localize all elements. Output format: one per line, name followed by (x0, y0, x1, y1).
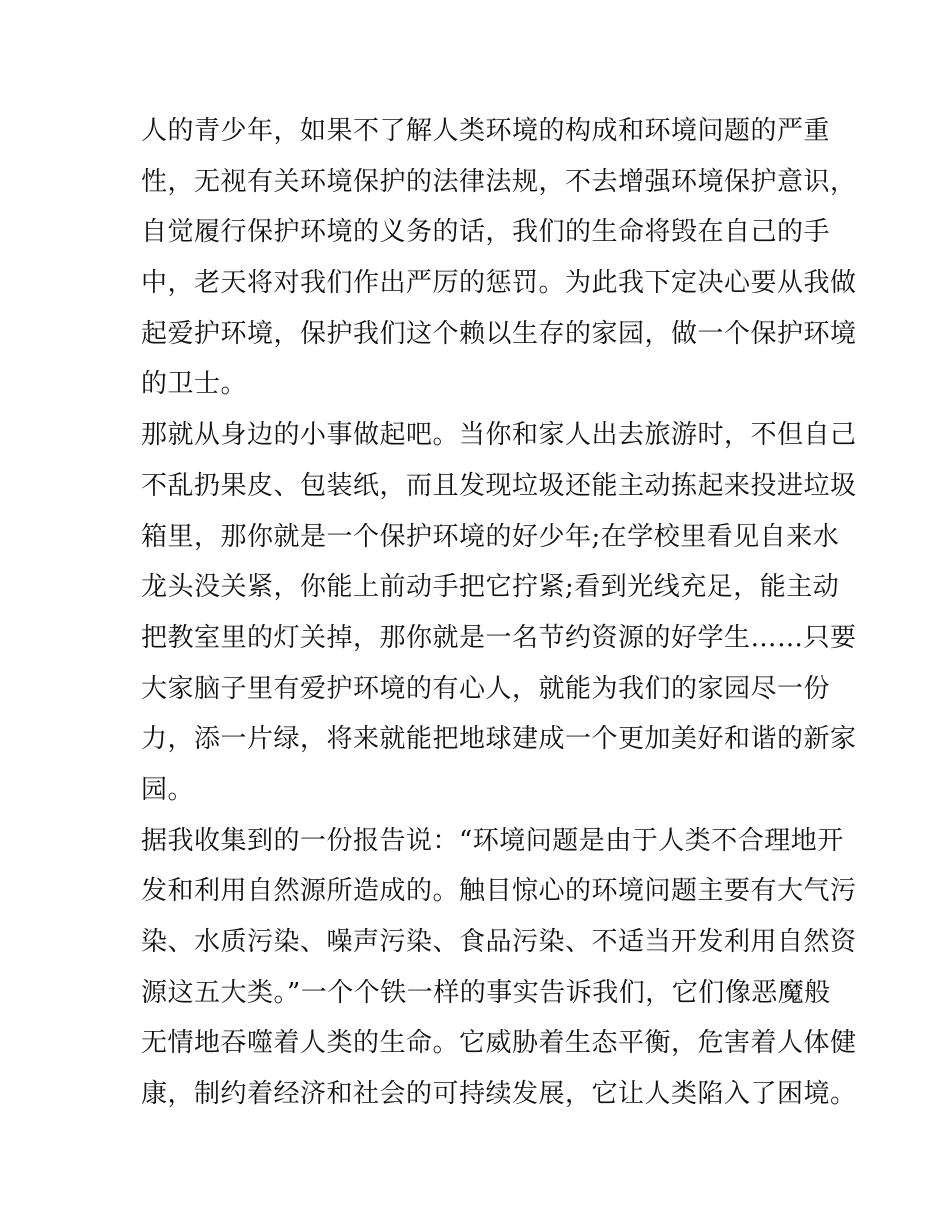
text-line: 源这五大类。”一个个铁一样的事实告诉我们，它们像恶魔般 (141, 977, 831, 1008)
text-line: 自觉履行保护环境的义务的话，我们的生命将毁在自己的手 (141, 217, 831, 248)
text-line: 性，无视有关环境保护的法律法规，不去增强环境保护意识， (141, 166, 857, 197)
text-line: 无情地吞噬着人类的生命。它威胁着生态平衡，危害着人体健 (141, 1028, 857, 1059)
paragraph-2 (141, 410, 857, 816)
text-line: 康，制约着经济和社会的可持续发展，它让人类陷入了困境。 (141, 1079, 857, 1110)
text-line: 箱里，那你就是一个保护环境的好少年;在学校里看见自来水 (141, 521, 840, 552)
paragraph-1 (141, 106, 857, 410)
text-line: 染、水质污染、噪声污染、食品污染、不适当开发利用自然资 (141, 927, 857, 957)
text-line: 据我收集到的一份报告说：“环境问题是由于人类不合理地开 (141, 825, 844, 856)
text-line: 把教室里的灯关掉，那你就是一名节约资源的好学生……只要 (141, 622, 857, 653)
text-line: 起爱护环境，保护我们这个赖以生存的家园，做一个保护环境 (141, 318, 857, 349)
text-line: 大家脑子里有爱护环境的有心人，就能为我们的家园尽一份 (141, 673, 831, 704)
body-text (141, 106, 857, 1120)
text-line: 那就从身边的小事做起吧。当你和家人出去旅游时，不但自己 (141, 420, 857, 451)
paragraph-3 (141, 816, 857, 1120)
text-line: 中，老天将对我们作出严厉的惩罚。为此我下定决心要从我做 (141, 268, 857, 299)
text-line: 力，添一片绿，将来就能把地球建成一个更加美好和谐的新家 (141, 724, 857, 755)
text-line: 人的青少年，如果不了解人类环境的构成和环境问题的严重 (141, 116, 831, 146)
text-line: 园。 (141, 774, 195, 805)
text-line: 的卫士。 (141, 369, 248, 400)
text-line: 发和利用自然源所造成的。触目惊心的环境问题主要有大气污 (141, 876, 857, 907)
text-line: 不乱扔果皮、包装纸，而且发现垃圾还能主动拣起来投进垃圾 (141, 470, 857, 501)
text-line: 龙头没关紧，你能上前动手把它拧紧;看到光线充足，能主动 (141, 572, 840, 603)
